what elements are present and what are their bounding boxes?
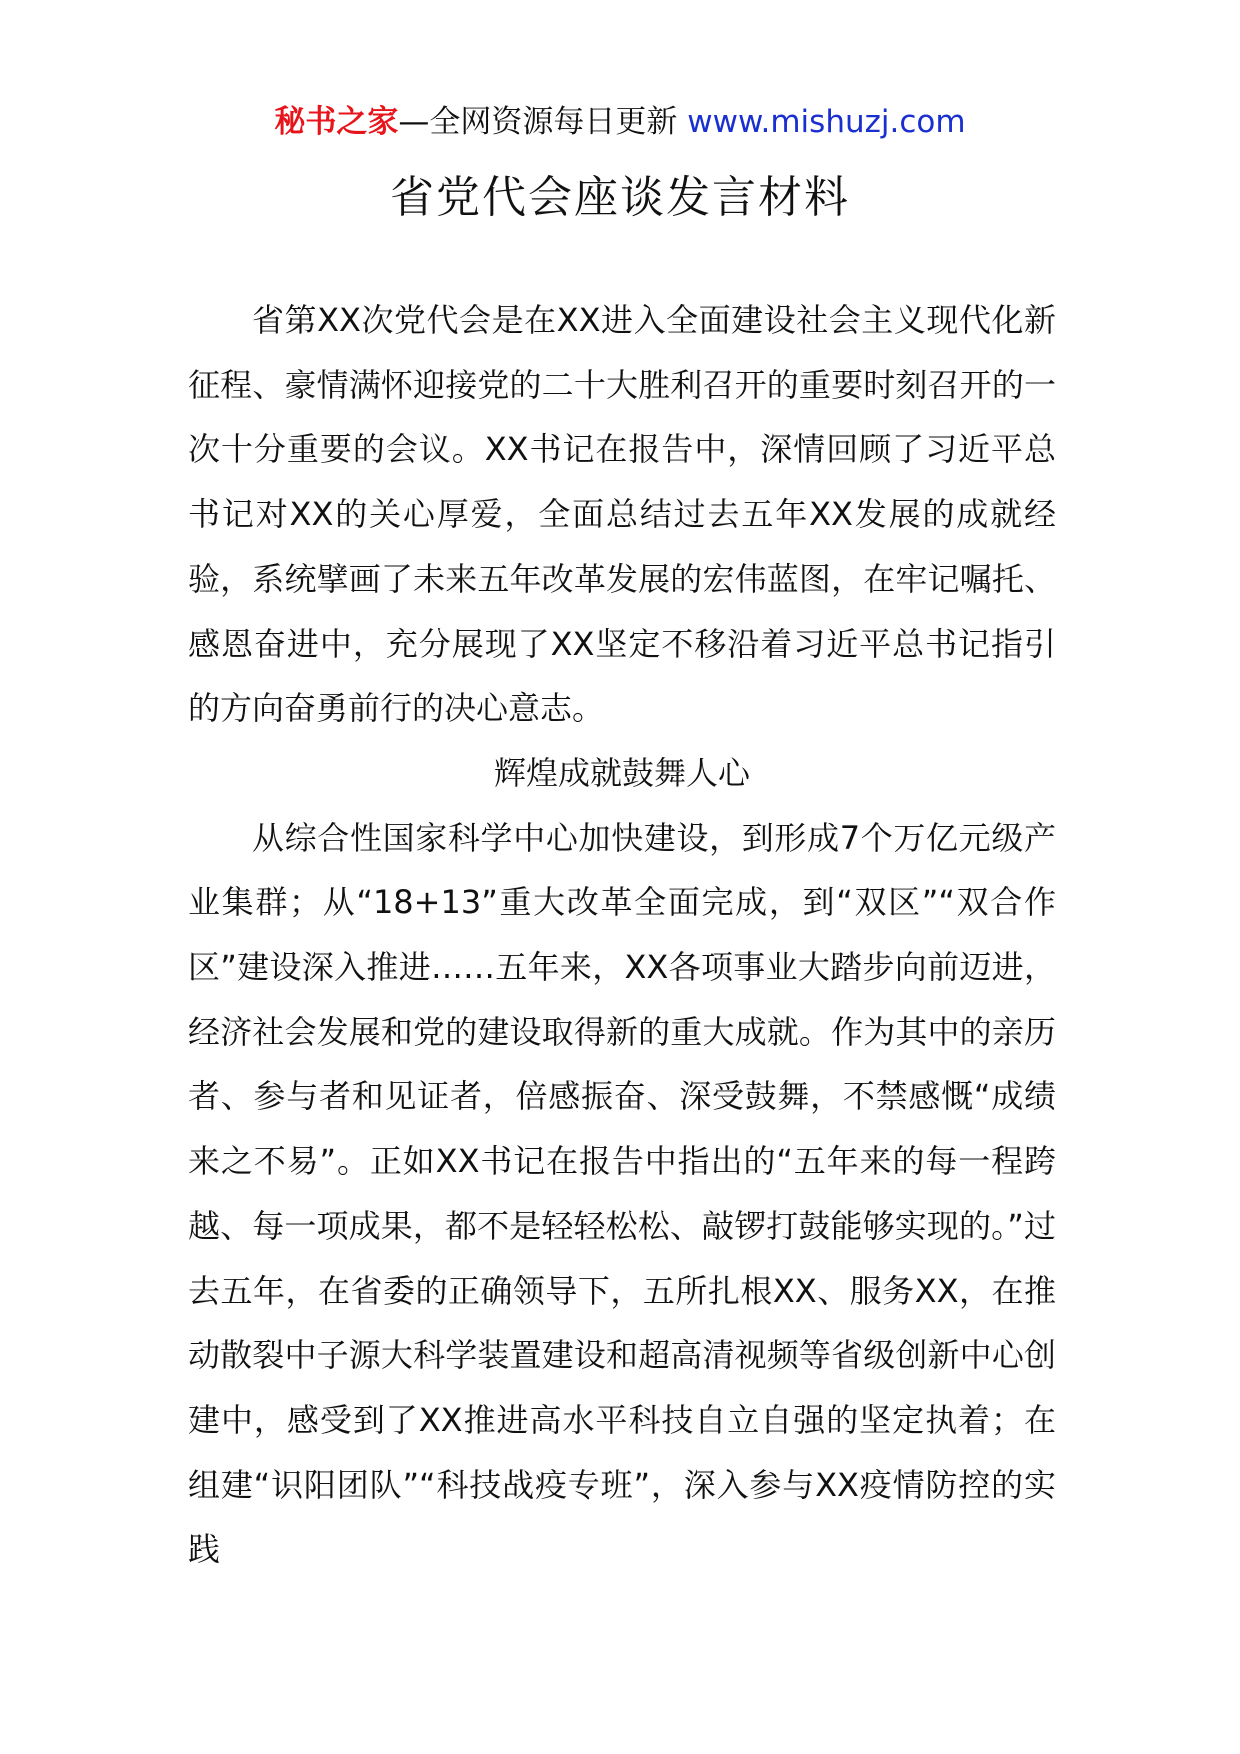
header-tagline: —全网资源每日更新	[398, 104, 688, 140]
section-subheading: 辉煌成就鼓舞人心	[493, 753, 750, 792]
site-header	[0, 100, 1240, 144]
paragraph-1: 省第XX次党代会是在XX进入全面建设社会主义现代化新征程、豪情满怀迎接党的二十大胜利召开的重要时刻召开的一次十分重要的会议。XX书记在报告中，深情回顾了习近平总书记对XX的关心厚爱，全面总结过去五年XX发展的成就经验，系统擘画了未来五年改革发展的宏伟蓝图，在牢记嘱托、感恩奋进中，充分展现了XX坚定不移沿着习近平总书记指引的方向奋勇前行的决心意志。	[188, 301, 1056, 728]
paragraph-2: 从综合性国家科学中心加快建设，到形成7个万亿元级产业集群；从“18+13”重大改革全面完成，到“双区”“双合作区”建设深入推进……五年来，XX各项事业大踏步向前迈进，经济社会发展和党的建设取得新的重大成就。作为其中的亲历者、参与者和见证者，倍感振奋、深受鼓舞，不禁感慨“成绩来之不易”。正如XX书记在报告中指出的“五年来的每一程跨越、每一项成果，都不是轻轻松松、敲锣打鼓能够实现的。”过去五年，在省委的正确领导下，五所扎根XX、服务XX，在推动散裂中子源大科学装置建设和超高清视频等省级创新中心创建中，感受到了XX推进高水平科技自立自强的坚定执着；在组建“识阳团队”“科技战疫专班”，深入参与XX疫情防控的实践	[188, 818, 1056, 1569]
site-url-link[interactable]: www.mishuzj.com	[687, 104, 966, 140]
document-body	[188, 288, 1056, 1582]
brand-name: 秘书之家	[274, 104, 399, 140]
document-title: 省党代会座谈发言材料	[390, 172, 850, 223]
